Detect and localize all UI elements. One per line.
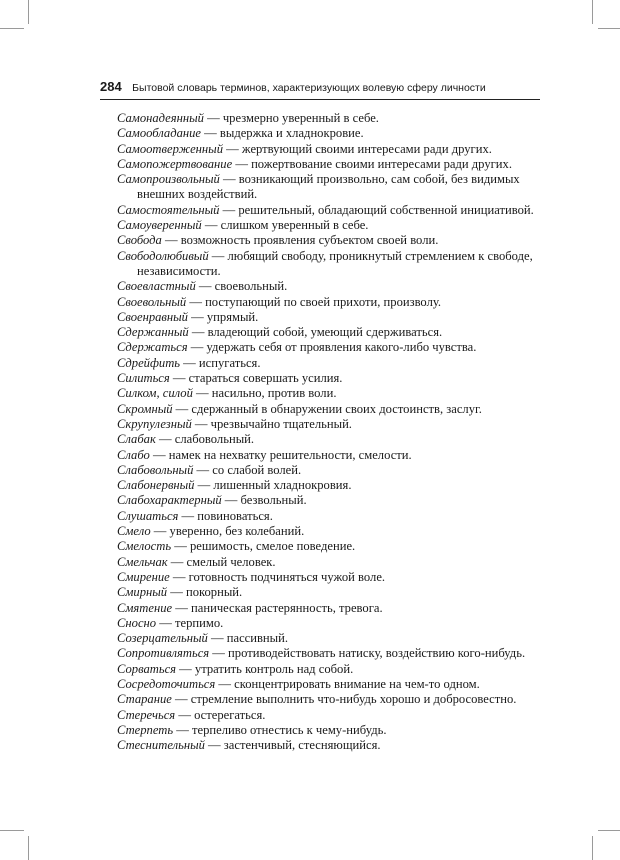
entry-term: Своевластный	[117, 279, 196, 294]
crop-mark-bottom-right	[592, 836, 593, 860]
entry-term: Стеречься	[117, 707, 176, 722]
entry-definition: — слабовольный.	[155, 432, 255, 447]
dictionary-entry	[117, 203, 542, 218]
entry-definition: — сдержанный в обнаружении своих достоинств, заслуг.	[172, 401, 482, 416]
dictionary-entry	[117, 172, 542, 203]
dictionary-entry	[117, 738, 542, 753]
entry-definition: — возможность проявления субъектом своей воли.	[161, 233, 439, 248]
entry-term: Самоотверженный	[117, 141, 224, 156]
entry-term: Слабо	[117, 447, 150, 462]
entry-term: Своевольный	[117, 294, 187, 309]
entry-term: Свобода	[117, 233, 162, 248]
entry-definition: — противодействовать натиску, воздействию кого-нибудь.	[209, 646, 526, 661]
entry-term: Слабовольный	[117, 462, 194, 477]
entry-definition: — любящий свободу, проникнутый стремлением к свободе, независимости.	[137, 248, 533, 278]
entry-definition: — утратить контроль над собой.	[176, 661, 354, 676]
dictionary-entry	[117, 493, 542, 508]
entry-term: Смело	[117, 524, 151, 539]
entry-definition: — терпимо.	[156, 615, 224, 630]
entry-term: Смирный	[117, 585, 168, 600]
entry-term: Старание	[117, 692, 172, 707]
crop-mark-top-left-h	[0, 28, 24, 29]
entry-definition: — решимость, смелое поведение.	[171, 539, 356, 554]
entry-definition: — насильно, против воли.	[192, 386, 337, 401]
entry-term: Слушаться	[117, 508, 179, 523]
entry-definition: — стараться совершать усилия.	[169, 371, 343, 386]
dictionary-entry	[117, 463, 542, 478]
dictionary-entry	[117, 218, 542, 233]
dictionary-entry	[117, 279, 542, 294]
dictionary-entry	[117, 417, 542, 432]
dictionary-entry	[117, 509, 542, 524]
entry-definition: — выдержка и хладнокровие.	[201, 126, 364, 141]
dictionary-entry	[117, 539, 542, 554]
entry-definition: — пожертвование своими интересами ради других.	[232, 156, 512, 171]
dictionary-entry	[117, 371, 542, 386]
dictionary-entry	[117, 662, 542, 677]
entry-term: Самостоятельный	[117, 202, 220, 217]
entry-definition: — удержать себя от проявления какого-либо чувства.	[187, 340, 477, 355]
dictionary-entry	[117, 616, 542, 631]
entry-term: Сорваться	[117, 661, 177, 676]
entry-definition: — стремление выполнить что-нибудь хорошо и добросовестно.	[171, 692, 517, 707]
entry-term: Скрупулезный	[117, 416, 192, 431]
entry-definition: — застенчивый, стесняющийся.	[204, 738, 381, 753]
dictionary-entry	[117, 631, 542, 646]
dictionary-entry	[117, 708, 542, 723]
dictionary-entry	[117, 340, 542, 355]
entry-term: Сопротивляться	[117, 646, 210, 661]
entry-term: Сдержанный	[117, 325, 189, 340]
entry-term: Слабак	[117, 432, 156, 447]
entry-definition: — возникающий произвольно, сам собой, без видимых внешних воздействий.	[137, 172, 520, 202]
dictionary-entry	[117, 233, 542, 248]
dictionary-entry	[117, 585, 542, 600]
entry-definition: — повиноваться.	[178, 508, 273, 523]
entry-term: Смелость	[117, 539, 172, 554]
entry-definition: — чрезвычайно тщательный.	[191, 416, 352, 431]
entry-term: Своенравный	[117, 309, 188, 324]
dictionary-entry	[117, 295, 542, 310]
dictionary-entry	[117, 356, 542, 371]
entry-term: Скромный	[117, 401, 173, 416]
entry-definition: — чрезмерно уверенный в себе.	[203, 111, 379, 125]
page-header	[100, 78, 540, 100]
dictionary-entry	[117, 111, 542, 126]
entry-definition: — лишенный хладнокровия.	[194, 478, 352, 493]
entry-term: Слабонервный	[117, 478, 195, 493]
entry-definition: — со слабой волей.	[193, 462, 302, 477]
entry-definition: — покорный.	[167, 585, 243, 600]
dictionary-entry	[117, 142, 542, 157]
dictionary-entry	[117, 692, 542, 707]
entry-definition: — уверенно, без колебаний.	[150, 524, 305, 539]
entry-definition: — терпеливо отнестись к чему-нибудь.	[173, 722, 387, 737]
dictionary-entry	[117, 386, 542, 401]
entry-definition: — пассивный.	[207, 631, 289, 646]
entry-definition: — безвольный.	[221, 493, 307, 508]
entry-term: Смирение	[117, 569, 170, 584]
entry-term: Смельчак	[117, 554, 168, 569]
crop-mark-bottom-left-h	[0, 830, 24, 831]
dictionary-entries	[117, 111, 542, 753]
entry-definition: — остерегаться.	[175, 707, 266, 722]
crop-mark-top-right	[592, 0, 593, 24]
dictionary-entry	[117, 402, 542, 417]
crop-mark-bottom-right-h	[598, 830, 620, 831]
entry-definition: — решительный, обладающий собственной инициативой.	[219, 202, 534, 217]
entry-definition: — жертвующий своими интересами ради других.	[223, 141, 492, 156]
entry-term: Самоуверенный	[117, 218, 202, 233]
entry-term: Силиться	[117, 371, 170, 386]
crop-mark-top-left	[28, 0, 29, 24]
running-title: Бытовой словарь терминов, характеризующих волевую сферу личности	[132, 82, 486, 94]
dictionary-entry	[117, 677, 542, 692]
entry-term: Смятение	[117, 600, 173, 615]
dictionary-entry	[117, 310, 542, 325]
page-number: 284	[100, 79, 122, 94]
dictionary-entry	[117, 646, 542, 661]
entry-term: Самонадеянный	[117, 111, 204, 125]
entry-definition: — смелый человек.	[167, 554, 276, 569]
dictionary-entry	[117, 448, 542, 463]
entry-term: Сдрейфить	[117, 355, 181, 370]
entry-term: Самопроизвольный	[117, 172, 220, 187]
dictionary-entry	[117, 478, 542, 493]
entry-term: Сносно	[117, 615, 157, 630]
dictionary-entry	[117, 249, 542, 280]
dictionary-entry	[117, 723, 542, 738]
entry-definition: — упрямый.	[187, 309, 259, 324]
entry-term: Сдержаться	[117, 340, 188, 355]
entry-definition: — своевольный.	[195, 279, 288, 294]
entry-term: Слабохарактерный	[117, 493, 222, 508]
entry-definition: — владеющий собой, умеющий сдерживаться.	[188, 325, 443, 340]
entry-definition: — паническая растерянность, тревога.	[172, 600, 383, 615]
entry-definition: — сконцентрировать внимание на чем-то одном.	[215, 676, 480, 691]
entry-term: Самообладание	[117, 126, 202, 141]
dictionary-entry	[117, 524, 542, 539]
entry-term: Стерпеть	[117, 722, 174, 737]
crop-mark-bottom-left	[28, 836, 29, 860]
dictionary-entry	[117, 432, 542, 447]
dictionary-entry	[117, 555, 542, 570]
entry-term: Силком, силой	[117, 386, 193, 401]
dictionary-entry	[117, 570, 542, 585]
entry-term: Стеснительный	[117, 738, 205, 753]
entry-definition: — готовность подчиняться чужой воле.	[169, 569, 386, 584]
entry-definition: — намек на нехватку решительности, смелости.	[149, 447, 412, 462]
dictionary-entry	[117, 601, 542, 616]
crop-mark-top-right-h	[598, 28, 620, 29]
entry-term: Созерцательный	[117, 631, 208, 646]
entry-term: Сосредоточиться	[117, 676, 216, 691]
entry-term: Самопожертвование	[117, 156, 233, 171]
entry-definition: — поступающий по своей прихоти, произволу.	[186, 294, 442, 309]
entry-definition: — слишком уверенный в себе.	[201, 218, 369, 233]
entry-term: Свободолюбивый	[117, 248, 209, 263]
dictionary-entry	[117, 157, 542, 172]
dictionary-entry	[117, 126, 542, 141]
entry-definition: — испугаться.	[180, 355, 261, 370]
dictionary-entry	[117, 325, 542, 340]
